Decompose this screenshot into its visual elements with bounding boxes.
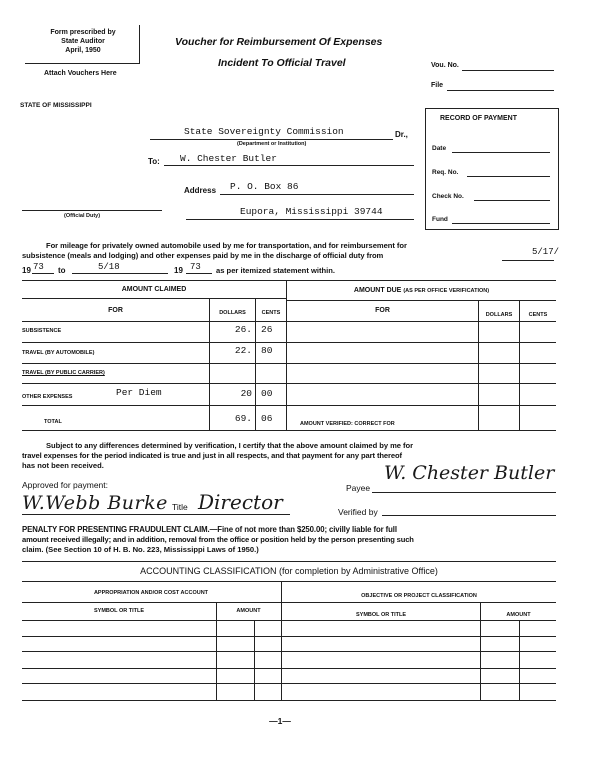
amount-due-header: AMOUNT DUE (AS PER OFFICE VERIFICATION) bbox=[353, 287, 490, 294]
record-of-payment-title: RECORD OF PAYMENT bbox=[440, 115, 518, 122]
payee-name-value: W. Chester Butler bbox=[180, 153, 277, 164]
approver-signature: W.Webb Burke bbox=[22, 492, 168, 514]
claimed-cents-header: CENTS bbox=[261, 310, 281, 316]
penalty-line2: amount received illegally; and in addition, removal from the office or position held by the person presenting such bbox=[22, 535, 414, 544]
form-title-line2: Incident To Official Travel bbox=[218, 57, 346, 69]
address-line1-value: P. O. Box 86 bbox=[230, 181, 299, 192]
payee-signature-line bbox=[372, 492, 556, 493]
due-for-header: FOR bbox=[375, 307, 390, 314]
accounting-top-border bbox=[22, 561, 556, 562]
table-row1-border bbox=[22, 342, 556, 343]
certify-line2: travel expenses for the period indicated is true and just in all respects, and that payment for any part thereof bbox=[22, 451, 402, 460]
to-word: to bbox=[58, 266, 66, 275]
payee-name-line bbox=[164, 165, 414, 166]
table-claimed-header-border bbox=[22, 298, 286, 299]
verified-by-line bbox=[382, 515, 556, 516]
row-subsistence-label: SUBSISTENCE bbox=[22, 328, 62, 334]
address-line2 bbox=[186, 219, 414, 220]
year2-prefix: 19 bbox=[174, 266, 183, 275]
file-line bbox=[447, 90, 554, 91]
table-row4-border bbox=[22, 405, 556, 406]
amount-claimed-header: AMOUNT CLAIMED bbox=[121, 286, 187, 293]
row-travel-auto-label: TRAVEL (BY AUTOMOBILE) bbox=[22, 350, 95, 356]
table-bottom-border bbox=[22, 430, 556, 431]
department-value: State Sovereignty Commission bbox=[184, 126, 344, 137]
year1-prefix: 19 bbox=[22, 266, 31, 275]
accounting-left-amount-divider bbox=[216, 602, 217, 700]
row-other-dollars: 20 bbox=[240, 388, 252, 399]
table-due-header-border bbox=[287, 300, 556, 301]
official-duty-caption: (Official Duty) bbox=[64, 213, 101, 219]
file-label: File bbox=[431, 82, 444, 89]
accounting-head-border bbox=[22, 602, 556, 603]
table-row2-border bbox=[22, 363, 556, 364]
approved-label: Approved for payment: bbox=[22, 480, 108, 490]
row-other-desc: Per Diem bbox=[116, 387, 162, 398]
form-prescribed-text: Form prescribed by State Auditor April, 1950 bbox=[50, 29, 116, 54]
title-label: Title bbox=[172, 502, 188, 512]
amount-verified-label: AMOUNT VERIFIED: CORRECT FOR bbox=[300, 421, 395, 427]
row-subsistence-cents: 26 bbox=[261, 324, 273, 335]
year2-value: 73 bbox=[190, 262, 201, 272]
claimed-dollars-header: DOLLARS bbox=[219, 310, 246, 316]
accounting-main-divider bbox=[281, 581, 282, 700]
voucher-number-line bbox=[462, 70, 554, 71]
approval-signature-line bbox=[22, 514, 290, 515]
objective-header: OBJECTIVE OR PROJECT CLASSIFICATION bbox=[361, 593, 477, 599]
table-due-dollars-divider bbox=[478, 300, 479, 430]
left-symbol-header: SYMBOL OR TITLE bbox=[93, 608, 144, 614]
record-check-line bbox=[474, 200, 550, 201]
certify-line1: Subject to any differences determined by verification, I certify that the above amount claimed by me for bbox=[46, 441, 413, 450]
accounting-bottom-border bbox=[22, 700, 556, 701]
from-date-line bbox=[502, 260, 554, 261]
table-colhead-border bbox=[22, 321, 556, 322]
accounting-row4-border bbox=[22, 683, 556, 684]
accounting-title-border bbox=[22, 581, 556, 582]
to-date-value: 5/18 bbox=[98, 262, 120, 272]
accounting-row3-border bbox=[22, 668, 556, 669]
mileage-suffix: as per itemized statement within. bbox=[216, 266, 335, 275]
left-amount-header: AMOUNT bbox=[236, 608, 261, 614]
accounting-row1-border bbox=[22, 636, 556, 637]
table-claimed-dollars-divider bbox=[209, 298, 210, 430]
right-symbol-header: SYMBOL OR TITLE bbox=[355, 612, 406, 618]
table-claimed-cents-divider bbox=[255, 298, 256, 430]
year1-line bbox=[32, 273, 54, 274]
row-travel-auto-cents: 80 bbox=[261, 345, 273, 356]
page-number: —1— bbox=[269, 716, 291, 726]
due-dollars-header: DOLLARS bbox=[485, 312, 513, 318]
form-title-line1: Voucher for Reimbursement Of Expenses bbox=[175, 36, 383, 48]
row-other-cents: 00 bbox=[261, 388, 273, 399]
certify-line3: has not been received. bbox=[22, 461, 104, 470]
state-label: STATE OF MISSISSIPPI bbox=[20, 102, 92, 109]
address-line2-value: Eupora, Mississippi 39744 bbox=[240, 206, 383, 217]
row-total-dollars: 69. bbox=[234, 413, 252, 424]
official-duty-line bbox=[22, 210, 162, 211]
accounting-right-cents-divider bbox=[519, 620, 520, 700]
record-req-line bbox=[467, 176, 550, 177]
record-date-line bbox=[452, 152, 550, 153]
to-date-line bbox=[72, 273, 168, 274]
right-amount-header: AMOUNT bbox=[506, 612, 531, 618]
table-divider-main bbox=[286, 280, 287, 430]
dr-label: Dr., bbox=[395, 130, 408, 139]
table-due-cents-divider bbox=[519, 300, 520, 430]
address-line1 bbox=[220, 194, 414, 195]
from-date-value: 5/17/ bbox=[532, 247, 560, 257]
row-travel-carrier-label: TRAVEL (BY PUBLIC CARRIER) bbox=[22, 370, 105, 376]
to-label: To: bbox=[148, 157, 160, 166]
record-date-label: Date bbox=[432, 145, 447, 152]
table-row3-border bbox=[22, 383, 556, 384]
table-top-border bbox=[22, 280, 556, 281]
attach-vouchers-label: Attach Vouchers Here bbox=[44, 70, 117, 77]
penalty-line3: claim. (See Section 10 of H. B. No. 223, Mississippi Laws of 1950.) bbox=[22, 545, 259, 554]
accounting-right-amount-divider bbox=[480, 602, 481, 700]
accounting-row2-border bbox=[22, 651, 556, 652]
row-other-label: OTHER EXPENSES bbox=[22, 394, 73, 400]
mileage-line1: For mileage for privately owned automobile used by me for transportation, and for reimbursement for bbox=[46, 241, 407, 250]
record-check-label: Check No. bbox=[432, 193, 464, 200]
department-line bbox=[150, 139, 393, 140]
payee-label: Payee bbox=[346, 483, 371, 493]
address-label: Address bbox=[184, 186, 217, 195]
payee-signature: W. Chester Butler bbox=[384, 462, 555, 484]
record-fund-label: Fund bbox=[432, 216, 448, 223]
mileage-line2: subsistence (meals and lodging) and other expenses paid by me in the discharge of official duty from bbox=[22, 251, 384, 260]
year2-line bbox=[186, 273, 212, 274]
title-signature: Director bbox=[198, 490, 283, 514]
claimed-for-header: FOR bbox=[108, 307, 123, 314]
row-subsistence-dollars: 26. bbox=[234, 324, 252, 335]
year1-value: 73 bbox=[33, 262, 44, 272]
penalty-line1: PENALTY FOR PRESENTING FRAUDULENT CLAIM.—Fine of not more than $250.00; civilly liable for full bbox=[22, 525, 397, 534]
row-total-label: TOTAL bbox=[44, 419, 62, 425]
accounting-title: ACCOUNTING CLASSIFICATION (for completion by Administrative Office) bbox=[140, 566, 438, 576]
department-caption: (Department or Institution) bbox=[237, 141, 307, 147]
due-cents-header: CENTS bbox=[528, 312, 548, 318]
accounting-colhead-border bbox=[22, 620, 556, 621]
row-travel-auto-dollars: 22. bbox=[234, 345, 252, 356]
row-total-cents: 06 bbox=[261, 413, 273, 424]
verified-by-label: Verified by bbox=[338, 507, 378, 517]
record-req-label: Req. No. bbox=[432, 169, 459, 176]
voucher-number-label: Vou. No. bbox=[431, 62, 459, 69]
record-fund-line bbox=[452, 223, 550, 224]
appropriation-header: APPROPRIATION AND/OR COST ACCOUNT bbox=[93, 590, 209, 596]
accounting-left-cents-divider bbox=[254, 620, 255, 700]
